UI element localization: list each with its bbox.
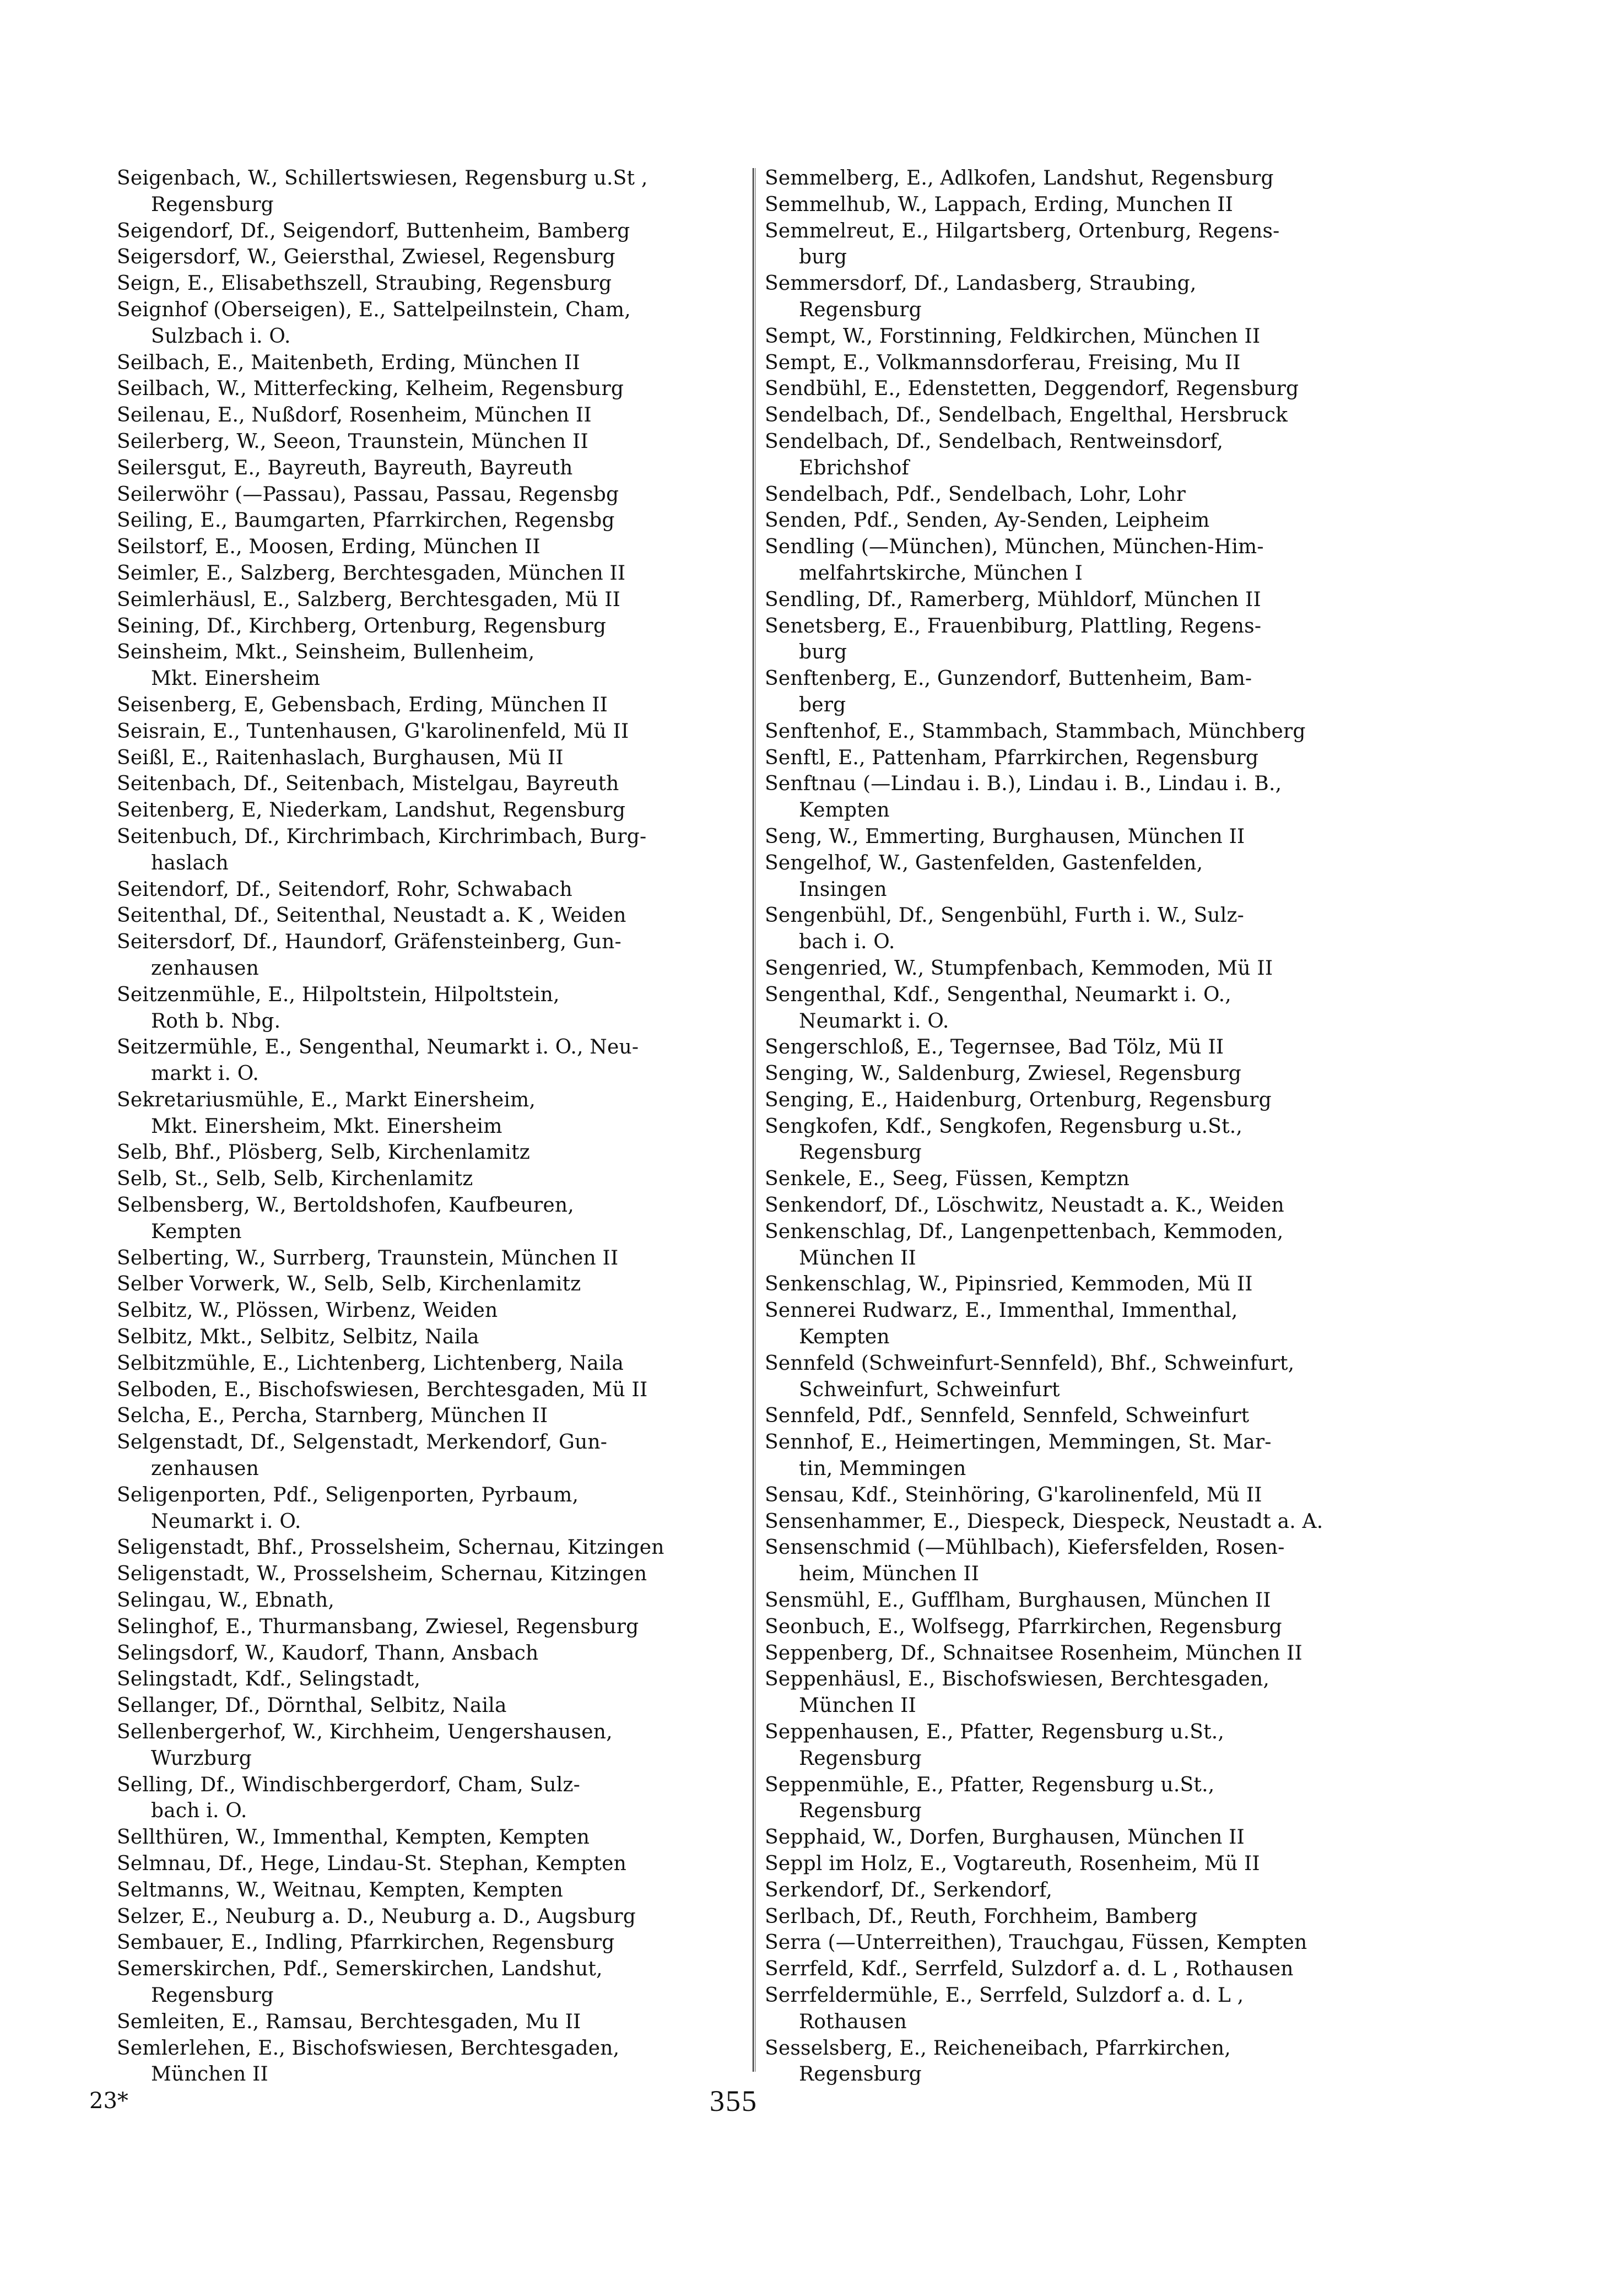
entry-line: Selzer, E., Neuburg a. D., Neuburg a. D., Augsburg <box>117 1905 636 1928</box>
entry-line: Selb, Bhf., Plösberg, Selb, Kirchenlamitz <box>117 1141 530 1164</box>
gazetteer-entry <box>765 1930 1398 1956</box>
entry-line: Seitzermühle, E., Sengenthal, Neumarkt i. O., Neu- <box>117 1036 639 1059</box>
gazetteer-entry <box>117 429 748 455</box>
entry-line: Sellanger, Df., Dörnthal, Selbitz, Naila <box>117 1694 507 1717</box>
entry-line: Sensenschmid (—Mühlbach), Kiefersfelden, Rosen- <box>765 1536 1285 1559</box>
gazetteer-entry <box>765 482 1398 508</box>
entry-line: Seign, E., Elisabethszell, Straubing, Regensburg <box>117 272 612 295</box>
gazetteer-entry <box>117 165 748 218</box>
entry-continuation-line: heim, München II <box>799 1563 980 1586</box>
entry-line: Senftenhof, E., Stammbach, Stammbach, Münchberg <box>765 720 1306 743</box>
entry-continuation-line: bach i. O. <box>799 931 895 954</box>
entry-continuation-line: Mkt. Einersheim, Mkt. Einersheim <box>151 1115 502 1138</box>
gazetteer-entry <box>117 560 748 587</box>
entry-line: Senkendorf, Df., Löschwitz, Neustadt a. K., Weiden <box>765 1194 1284 1217</box>
gazetteer-entry <box>117 1824 748 1851</box>
gazetteer-entry <box>765 218 1398 271</box>
gazetteer-entry <box>765 1719 1398 1772</box>
gazetteer-entry <box>765 745 1398 771</box>
gazetteer-entry <box>765 534 1398 587</box>
entry-line: Seilerwöhr (—Passau), Passau, Passau, Regensbg <box>117 483 619 506</box>
entry-line: Sempt, E., Volkmannsdorferau, Freising, Mu II <box>765 351 1241 374</box>
gazetteer-entry <box>765 1851 1398 1877</box>
entry-line: Senging, E., Haidenburg, Ortenburg, Regensburg <box>765 1088 1272 1111</box>
gazetteer-entry <box>117 1666 748 1693</box>
column-divider <box>753 168 755 2072</box>
gazetteer-entry <box>765 1772 1398 1825</box>
gazetteer-entry <box>765 613 1398 666</box>
entry-continuation-line: tin, Memmingen <box>799 1457 966 1481</box>
gazetteer-entry <box>765 1350 1398 1403</box>
gazetteer-entry <box>765 1824 1398 1851</box>
gazetteer-entry <box>117 1245 748 1272</box>
entry-line: Sendelbach, Df., Sendelbach, Rentweinsdorf, <box>765 430 1224 453</box>
gazetteer-entry <box>117 692 748 718</box>
entry-line: Senkenschlag, W., Pipinsried, Kemmoden, Mü II <box>765 1273 1253 1296</box>
gazetteer-entry <box>117 1587 748 1614</box>
entry-line: Sendling, Df., Ramerberg, Mühldorf, München II <box>765 588 1261 611</box>
entry-line: Sengkofen, Kdf., Sengkofen, Regensburg u.St., <box>765 1115 1243 1138</box>
gazetteer-entry <box>765 1061 1398 1087</box>
entry-line: Senkenschlag, Df., Langenpettenbach, Kemmoden, <box>765 1220 1284 1243</box>
entry-line: Seitendorf, Df., Seitendorf, Rohr, Schwabach <box>117 878 572 901</box>
gazetteer-entry <box>117 613 748 640</box>
gazetteer-entry <box>765 1482 1398 1509</box>
gazetteer-entry <box>765 165 1398 192</box>
gazetteer-entry <box>117 1877 748 1904</box>
left-column <box>117 165 748 2088</box>
entry-line: Selberting, W., Surrberg, Traunstein, München II <box>117 1246 619 1269</box>
entry-line: Semerskirchen, Pdf., Semerskirchen, Landshut, <box>117 1958 603 1981</box>
entry-line: Senftl, E., Pattenham, Pfarrkirchen, Regensburg <box>765 746 1259 769</box>
entry-line: Seisrain, E., Tuntenhausen, G'karolinenfeld, Mü II <box>117 720 629 743</box>
entry-line: Selcha, E., Percha, Starnberg, München II <box>117 1404 548 1428</box>
entry-line: Selinghof, E., Thurmansbang, Zwiesel, Regensburg <box>117 1615 639 1638</box>
gazetteer-entry <box>765 955 1398 982</box>
entry-continuation-line: burg <box>799 641 847 664</box>
entry-line: Seimlerhäusl, E., Salzberg, Berchtesgaden, Mü II <box>117 588 621 611</box>
entry-line: Seligenporten, Pdf., Seligenporten, Pyrbaum, <box>117 1483 579 1506</box>
entry-line: Serra (—Unterreithen), Trauchgau, Füssen, Kempten <box>765 1931 1307 1954</box>
entry-line: Senetsberg, E., Frauenbiburg, Plattling, Regens- <box>765 614 1262 638</box>
entry-line: Seppenhäusl, E., Bischofswiesen, Berchtesgaden, <box>765 1668 1270 1691</box>
entry-line: Serkendorf, Df., Serkendorf, <box>765 1878 1053 1901</box>
gazetteer-entry <box>117 903 748 929</box>
entry-continuation-line: berg <box>799 693 846 716</box>
gazetteer-entry <box>765 1640 1398 1667</box>
entry-continuation-line: München II <box>799 1694 916 1717</box>
entry-continuation-line: München II <box>799 1246 916 1269</box>
signature-mark: 23* <box>89 2088 128 2114</box>
page-number: 355 <box>710 2084 758 2117</box>
entry-line: Seitzenmühle, E., Hilpoltstein, Hilpoltstein, <box>117 983 560 1006</box>
entry-line: Sensau, Kdf., Steinhöring, G'karolinenfeld, Mü II <box>765 1483 1262 1506</box>
gazetteer-entry <box>117 797 748 824</box>
gazetteer-entry <box>765 1403 1398 1429</box>
gazetteer-entry <box>765 1982 1398 2035</box>
entry-line: Selingstadt, Kdf., Selingstadt, <box>117 1668 421 1691</box>
right-column <box>765 165 1398 2088</box>
gazetteer-entry <box>117 271 748 297</box>
entry-continuation-line: Ebrichshof <box>799 456 910 479</box>
gazetteer-entry <box>765 666 1398 718</box>
entry-line: Sendbühl, E., Edenstetten, Deggendorf, Regensburg <box>765 377 1299 401</box>
entry-continuation-line: Regensburg <box>799 1747 922 1770</box>
gazetteer-entry <box>765 1509 1398 1535</box>
gazetteer-entry <box>765 1956 1398 1982</box>
entry-continuation-line: Regensburg <box>151 193 274 216</box>
entry-line: Seining, Df., Kirchberg, Ortenburg, Regensburg <box>117 614 607 638</box>
entry-line: Seilbach, W., Mitterfecking, Kelheim, Regensburg <box>117 377 624 401</box>
gazetteer-entry <box>117 1087 748 1140</box>
gazetteer-entry <box>117 455 748 482</box>
entry-line: Seilenau, E., Nußdorf, Rosenheim, München II <box>117 404 592 427</box>
entry-line: Seilbach, E., Maitenbeth, Erding, München II <box>117 351 580 374</box>
gazetteer-entry <box>117 507 748 534</box>
entry-line: Seiling, E., Baumgarten, Pfarrkirchen, Regensbg <box>117 509 615 532</box>
entry-line: Sellenbergerhof, W., Kirchheim, Uengershausen, <box>117 1721 613 1744</box>
entry-continuation-line: zenhausen <box>151 1457 260 1481</box>
entry-continuation-line: Wurzburg <box>151 1747 252 1770</box>
entry-line: Senftenberg, E., Gunzendorf, Buttenheim, Bam- <box>765 667 1252 690</box>
entry-line: Sepphaid, W., Dorfen, Burghausen, München II <box>765 1826 1245 1849</box>
entry-continuation-line: Neumarkt i. O. <box>799 1009 949 1033</box>
gazetteer-entry <box>765 323 1398 350</box>
entry-line: Selmnau, Df., Hege, Lindau-St. Stephan, Kempten <box>117 1852 626 1875</box>
gazetteer-entry <box>117 718 748 745</box>
entry-line: Seng, W., Emmerting, Burghausen, München II <box>765 825 1245 848</box>
entry-line: Seisenberg, E, Gebensbach, Erding, München II <box>117 693 608 716</box>
gazetteer-entry <box>765 1114 1398 1166</box>
entry-continuation-line: burg <box>799 246 847 269</box>
gazetteer-entry <box>765 1429 1398 1482</box>
entry-line: Seonbuch, E., Wolfsegg, Pfarrkirchen, Regensburg <box>765 1615 1282 1638</box>
gazetteer-entry <box>117 639 748 692</box>
entry-line: Sembauer, E., Indling, Pfarrkirchen, Regensburg <box>117 1931 615 1954</box>
gazetteer-entry <box>117 534 748 560</box>
entry-continuation-line: Regensburg <box>151 1984 274 2007</box>
gazetteer-entry <box>765 1614 1398 1640</box>
entry-continuation-line: markt i. O. <box>151 1062 259 1085</box>
entry-line: Sellthüren, W., Immenthal, Kempten, Kempten <box>117 1826 590 1849</box>
entry-line: Seigersdorf, W., Geiersthal, Zwiesel, Regensburg <box>117 246 615 269</box>
entry-line: Seitenthal, Df., Seitenthal, Neustadt a. K , Weiden <box>117 904 626 927</box>
entry-line: Serrfeldermühle, E., Serrfeld, Sulzdorf a. d. L , <box>765 1984 1244 2007</box>
entry-line: Seppl im Holz, E., Vogtareuth, Rosenheim, Mü II <box>765 1852 1260 1875</box>
entry-continuation-line: Kempten <box>151 1220 242 1243</box>
gazetteer-entry <box>117 2035 748 2088</box>
gazetteer-entry <box>765 1192 1398 1219</box>
entry-continuation-line: Regensburg <box>799 1800 922 1823</box>
gazetteer-entry <box>765 1271 1398 1298</box>
entry-line: Seppenmühle, E., Pfatter, Regensburg u.St., <box>765 1773 1215 1796</box>
entry-line: Sengenried, W., Stumpfenbach, Kemmoden, Mü II <box>765 957 1273 980</box>
gazetteer-entry <box>117 1851 748 1877</box>
gazetteer-entry <box>117 1429 748 1482</box>
gazetteer-entry <box>117 1482 748 1535</box>
entry-continuation-line: Schweinfurt, Schweinfurt <box>799 1378 1060 1401</box>
entry-line: Seilstorf, E., Moosen, Erding, München II <box>117 536 541 559</box>
gazetteer-entry <box>117 1298 748 1324</box>
gazetteer-entry <box>765 824 1398 850</box>
entry-line: Semlerlehen, E., Bischofswiesen, Berchtesgaden, <box>117 2036 620 2060</box>
entry-line: Sensenhammer, E., Diespeck, Diespeck, Neustadt a. A. <box>765 1510 1323 1533</box>
entry-line: Sengerschloß, E., Tegernsee, Bad Tölz, Mü II <box>765 1036 1224 1059</box>
gazetteer-entry <box>765 850 1398 903</box>
gazetteer-entry <box>765 903 1398 955</box>
gazetteer-entry <box>117 929 748 982</box>
entry-line: Sensmühl, E., Gufflham, Burghausen, München II <box>765 1589 1271 1612</box>
entry-line: Serrfeld, Kdf., Serrfeld, Sulzdorf a. d. L , Rothausen <box>765 1958 1294 1981</box>
gazetteer-entry <box>117 982 748 1035</box>
entry-line: Selb, St., Selb, Selb, Kirchenlamitz <box>117 1168 473 1191</box>
gazetteer-entry <box>117 1956 748 2009</box>
entry-line: Sendelbach, Df., Sendelbach, Engelthal, Hersbruck <box>765 404 1288 427</box>
entry-line: Seppenhausen, E., Pfatter, Regensburg u.St., <box>765 1721 1225 1744</box>
entry-line: Seilersgut, E., Bayreuth, Bayreuth, Bayreuth <box>117 456 573 479</box>
entry-line: Seigendorf, Df., Seigendorf, Buttenheim, Bamberg <box>117 219 630 242</box>
entry-line: Semmelhub, W., Lappach, Erding, Munchen II <box>765 193 1234 216</box>
entry-line: Seitersdorf, Df., Haundorf, Gräfensteinberg, Gun- <box>117 931 621 954</box>
gazetteer-entry <box>765 1535 1398 1587</box>
entry-line: Sengenbühl, Df., Sengenbühl, Furth i. W., Sulz- <box>765 904 1245 927</box>
gazetteer-entry <box>117 297 748 350</box>
gazetteer-entry <box>765 350 1398 376</box>
entry-line: Sennhof, E., Heimertingen, Memmingen, St. Mar- <box>765 1431 1272 1454</box>
gazetteer-entry <box>117 244 748 271</box>
entry-line: Selbitzmühle, E., Lichtenberg, Lichtenberg, Naila <box>117 1352 624 1375</box>
entry-line: Sengelhof, W., Gastenfelden, Gastenfelden, <box>765 851 1203 874</box>
gazetteer-entry <box>117 1377 748 1403</box>
entry-continuation-line: haslach <box>151 851 229 874</box>
entry-line: Selingsdorf, W., Kaudorf, Thann, Ansbach <box>117 1641 539 1665</box>
entry-continuation-line: Mkt. Einersheim <box>151 667 321 690</box>
entry-line: Seignhof (Oberseigen), E., Sattelpeilnstein, Cham, <box>117 298 631 321</box>
gazetteer-entry <box>765 1587 1398 1614</box>
entry-line: Seligenstadt, W., Prosselsheim, Schernau, Kitzingen <box>117 1563 647 1586</box>
entry-continuation-line: bach i. O. <box>151 1800 247 1823</box>
gazetteer-entry <box>117 587 748 613</box>
gazetteer-entry <box>765 507 1398 534</box>
gazetteer-entry <box>117 1719 748 1772</box>
gazetteer-entry <box>117 824 748 877</box>
gazetteer-entry <box>117 1561 748 1587</box>
gazetteer-entry <box>117 1403 748 1429</box>
entry-continuation-line: Sulzbach i. O. <box>151 325 291 348</box>
entry-line: Sendelbach, Pdf., Sendelbach, Lohr, Lohr <box>765 483 1186 506</box>
entry-line: Sesselsberg, E., Reicheneibach, Pfarrkirchen, <box>765 2036 1231 2060</box>
gazetteer-entry <box>117 1324 748 1350</box>
entry-line: Semleiten, E., Ramsau, Berchtesgaden, Mu II <box>117 2010 581 2033</box>
gazetteer-entry <box>117 771 748 797</box>
gazetteer-entry <box>117 1904 748 1930</box>
entry-line: Selbitz, Mkt., Selbitz, Selbitz, Naila <box>117 1326 479 1349</box>
gazetteer-entry <box>117 1614 748 1640</box>
entry-line: Seitenbach, Df., Seitenbach, Mistelgau, Bayreuth <box>117 772 619 796</box>
entry-line: Seppenberg, Df., Schnaitsee Rosenheim, München II <box>765 1641 1302 1665</box>
entry-line: Seltmanns, W., Weitnau, Kempten, Kempten <box>117 1878 564 1901</box>
entry-line: Seligenstadt, Bhf., Prosselsheim, Schernau, Kitzingen <box>117 1536 664 1559</box>
entry-line: Senden, Pdf., Senden, Ay-Senden, Leipheim <box>765 509 1210 532</box>
gazetteer-entry <box>117 482 748 508</box>
gazetteer-entry <box>765 376 1398 402</box>
gazetteer-entry <box>117 218 748 245</box>
entry-continuation-line: melfahrtskirche, München I <box>799 561 1083 585</box>
gazetteer-entry <box>117 1535 748 1561</box>
gazetteer-entry <box>117 745 748 771</box>
gazetteer-entry <box>765 1219 1398 1272</box>
gazetteer-entry <box>117 1930 748 1956</box>
gazetteer-entry <box>765 1166 1398 1192</box>
entry-line: Sendling (—München), München, München-Him- <box>765 536 1264 559</box>
entry-line: Sennerei Rudwarz, E., Immenthal, Immenthal, <box>765 1299 1238 1322</box>
entry-line: Seigenbach, W., Schillertswiesen, Regensburg u.St , <box>117 167 648 190</box>
entry-continuation-line: Neumarkt i. O. <box>151 1510 301 1533</box>
gazetteer-entry <box>765 718 1398 745</box>
entry-continuation-line: Insingen <box>799 878 887 901</box>
gazetteer-entry <box>765 192 1398 218</box>
gazetteer-entry <box>117 1772 748 1825</box>
entry-line: Semmelberg, E., Adlkofen, Landshut, Regensburg <box>765 167 1274 190</box>
gazetteer-entry <box>765 1877 1398 1904</box>
entry-line: Sennfeld (Schweinfurt-Sennfeld), Bhf., Schweinfurt, <box>765 1352 1295 1375</box>
gazetteer-entry <box>117 1166 748 1192</box>
entry-line: Seimler, E., Salzberg, Berchtesgaden, München II <box>117 561 626 585</box>
entry-continuation-line: zenhausen <box>151 957 260 980</box>
gazetteer-entry <box>765 271 1398 323</box>
entry-line: Seitenberg, E, Niederkam, Landshut, Regensburg <box>117 799 626 822</box>
gazetteer-entry <box>765 1666 1398 1719</box>
gazetteer-entry <box>117 877 748 903</box>
entry-continuation-line: Kempten <box>799 799 890 822</box>
gazetteer-entry <box>117 350 748 376</box>
gazetteer-entry <box>117 402 748 429</box>
entry-line: Seilerberg, W., Seeon, Traunstein, München II <box>117 430 588 453</box>
entry-line: Senging, W., Saldenburg, Zwiesel, Regensburg <box>765 1062 1241 1085</box>
gazetteer-entry <box>117 376 748 402</box>
entry-line: Sekretariusmühle, E., Markt Einersheim, <box>117 1088 536 1111</box>
entry-line: Semmersdorf, Df., Landasberg, Straubing, <box>765 272 1197 295</box>
gazetteer-entry <box>117 1192 748 1245</box>
gazetteer-entry <box>117 2009 748 2035</box>
gazetteer-entry <box>765 402 1398 429</box>
gazetteer-entry <box>765 1298 1398 1350</box>
entry-line: Selber Vorwerk, W., Selb, Selb, Kirchenlamitz <box>117 1273 581 1296</box>
entry-line: Sennfeld, Pdf., Sennfeld, Sennfeld, Schweinfurt <box>765 1404 1250 1428</box>
entry-line: Semmelreut, E., Hilgartsberg, Ortenburg, Regens- <box>765 219 1280 242</box>
entry-line: Senkele, E., Seeg, Füssen, Kemptzn <box>765 1168 1130 1191</box>
gazetteer-entry <box>765 429 1398 482</box>
entry-continuation-line: Roth b. Nbg. <box>151 1009 281 1033</box>
entry-line: Sengenthal, Kdf., Sengenthal, Neumarkt i. O., <box>765 983 1231 1006</box>
entry-line: Senftnau (—Lindau i. B.), Lindau i. B., Lindau i. B., <box>765 772 1282 796</box>
gazetteer-entry <box>117 1034 748 1087</box>
entry-continuation-line: Regensburg <box>799 1141 922 1164</box>
gazetteer-entry <box>117 1350 748 1377</box>
gazetteer-entry <box>765 771 1398 824</box>
entry-continuation-line: Rothausen <box>799 2010 907 2033</box>
gazetteer-entry <box>765 982 1398 1035</box>
entry-line: Selingau, W., Ebnath, <box>117 1589 335 1612</box>
gazetteer-entry <box>117 1693 748 1719</box>
entry-line: Selboden, E., Bischofswiesen, Berchtesgaden, Mü II <box>117 1378 648 1401</box>
entry-line: Selbitz, W., Plössen, Wirbenz, Weiden <box>117 1299 498 1322</box>
gazetteer-entry <box>117 1640 748 1667</box>
entry-line: Seitenbuch, Df., Kirchrimbach, Kirchrimbach, Burg- <box>117 825 647 848</box>
gazetteer-entry <box>117 1139 748 1166</box>
gazetteer-entry <box>117 1271 748 1298</box>
gazetteer-entry <box>765 1087 1398 1114</box>
entry-continuation-line: Regensburg <box>799 298 922 321</box>
entry-line: Sempt, W., Forstinning, Feldkirchen, München II <box>765 325 1261 348</box>
entry-continuation-line: Regensburg <box>799 2063 922 2086</box>
entry-line: Selbensberg, W., Bertoldshofen, Kaufbeuren, <box>117 1194 574 1217</box>
entry-line: Seißl, E., Raitenhaslach, Burghausen, Mü II <box>117 746 564 769</box>
entry-line: Selgenstadt, Df., Selgenstadt, Merkendorf, Gun- <box>117 1431 608 1454</box>
entry-line: Seinsheim, Mkt., Seinsheim, Bullenheim, <box>117 641 535 664</box>
gazetteer-entry <box>765 587 1398 613</box>
gazetteer-entry <box>765 1034 1398 1061</box>
entry-continuation-line: Kempten <box>799 1326 890 1349</box>
gazetteer-entry <box>765 1904 1398 1930</box>
entry-continuation-line: München II <box>151 2063 268 2086</box>
entry-line: Selling, Df., Windischbergerdorf, Cham, Sulz- <box>117 1773 580 1796</box>
gazetteer-entry <box>765 2035 1398 2088</box>
entry-line: Serlbach, Df., Reuth, Forchheim, Bamberg <box>765 1905 1198 1928</box>
